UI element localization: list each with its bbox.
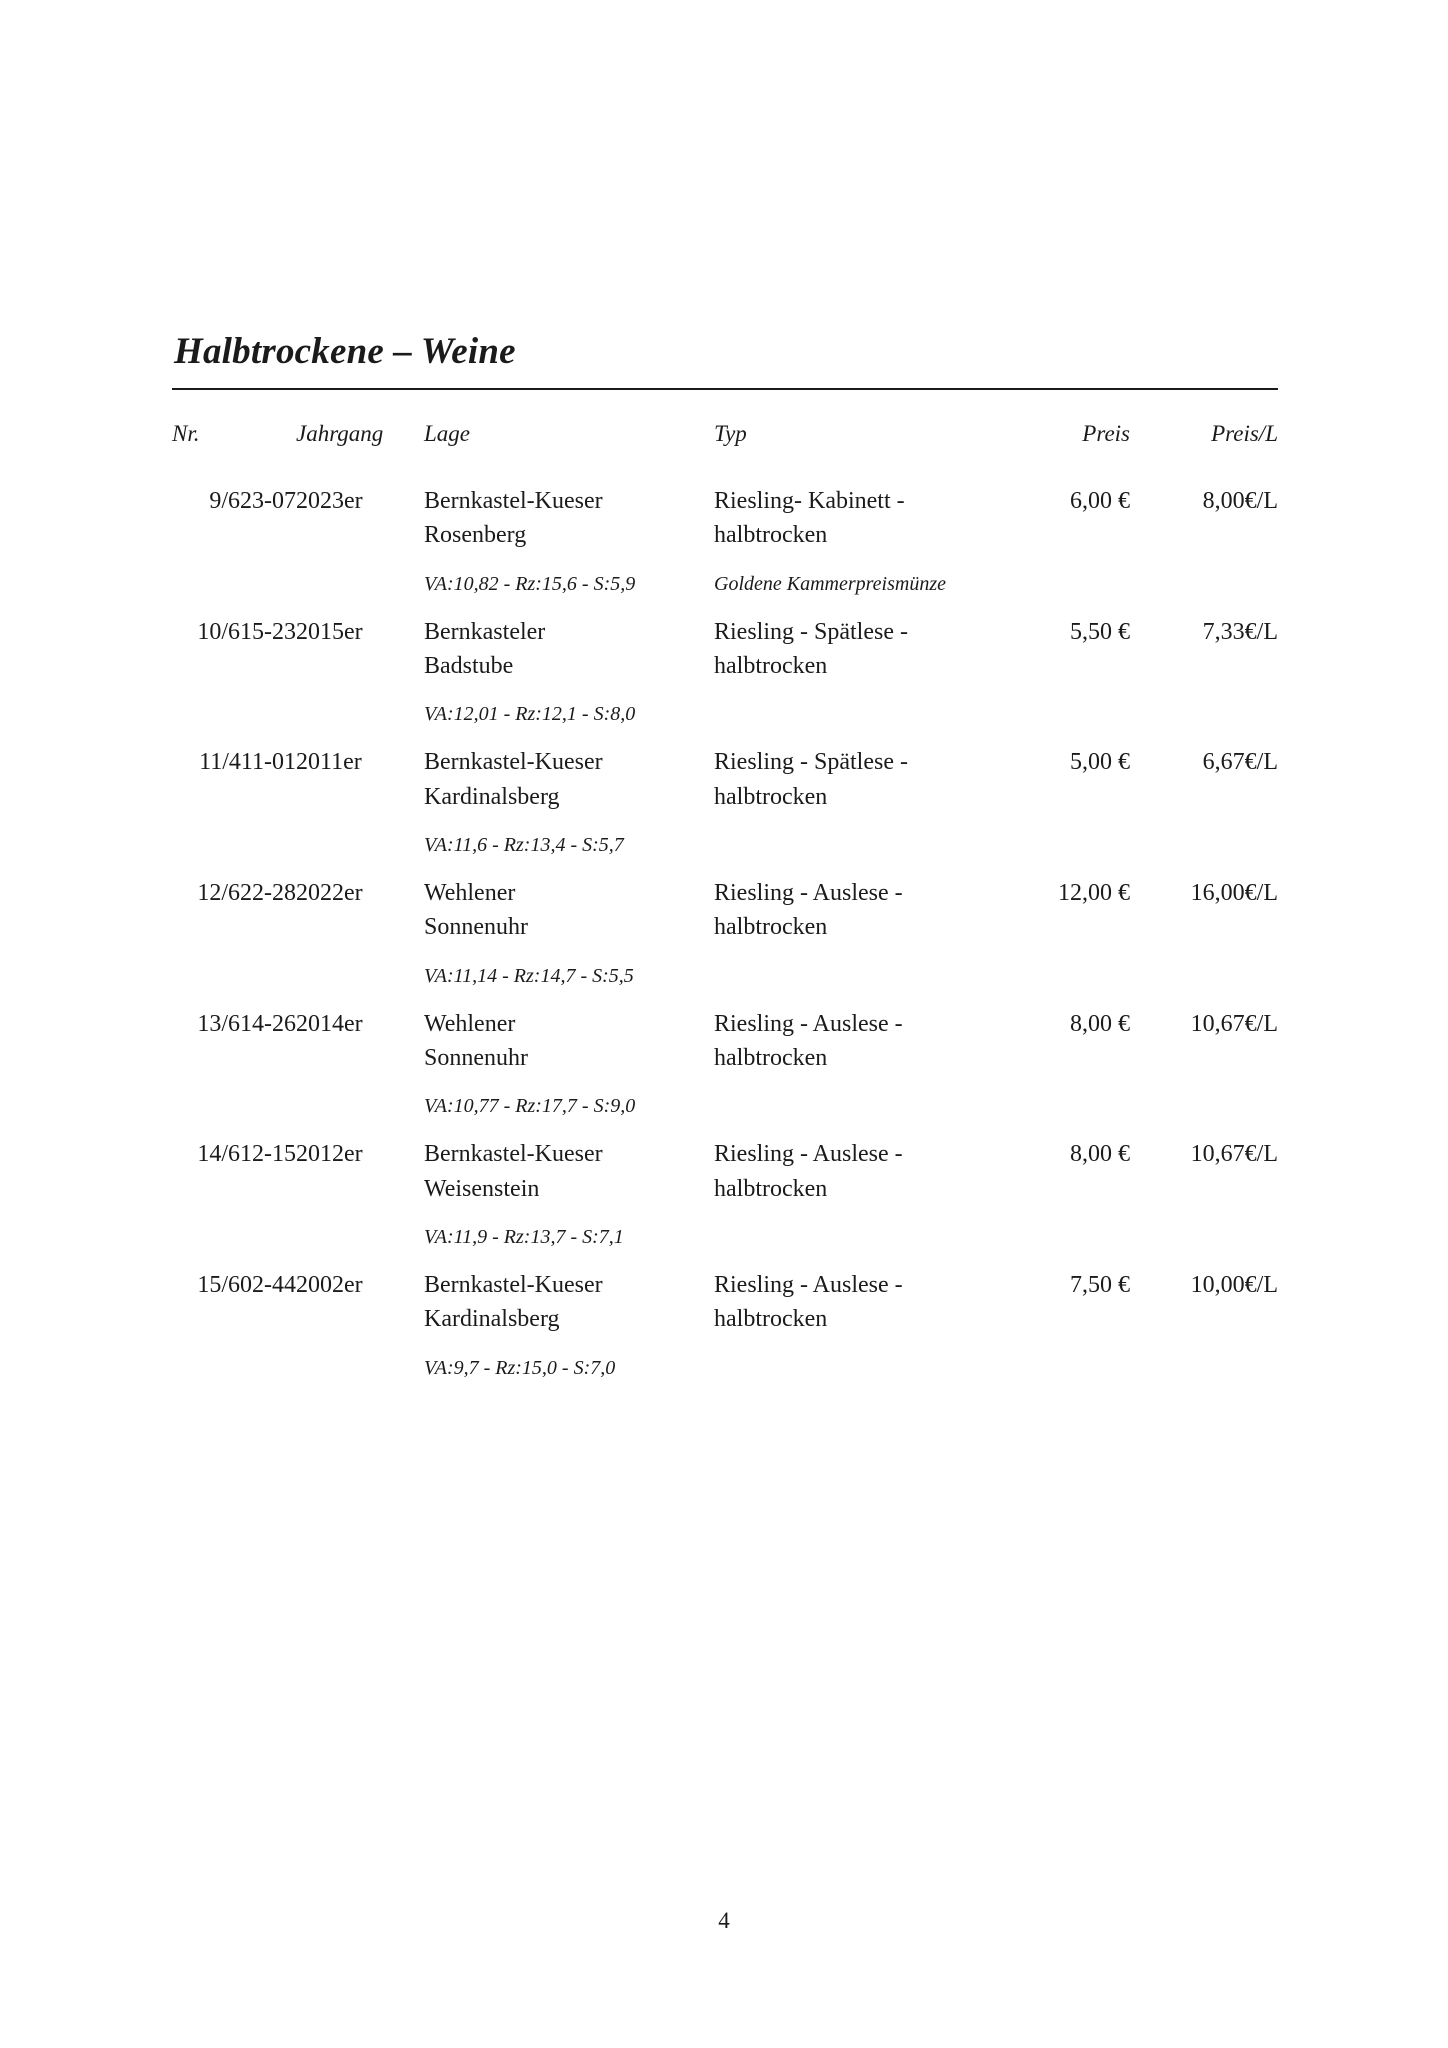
cell-typ xyxy=(714,863,982,942)
cell-analysis: VA:9,7 - Rz:15,0 - S:7,0 xyxy=(424,1356,616,1379)
cell-typ-line1: Riesling - Auslese - xyxy=(714,1010,903,1037)
cell-nr: 10/615-23 xyxy=(197,618,296,645)
page-title: Halbtrockene – Weine xyxy=(174,331,516,372)
cell-lage-line2: Badstube xyxy=(424,653,514,680)
table-row xyxy=(172,602,1278,681)
cell-lage-line2: Rosenberg xyxy=(424,522,527,549)
table-detail-row xyxy=(172,680,1278,732)
table-row xyxy=(172,1124,1278,1203)
cell-preis: 12,00 € xyxy=(1058,880,1130,907)
cell-nr: 15/602-44 xyxy=(197,1271,296,1298)
cell-analysis: VA:11,6 - Rz:13,4 - S:5,7 xyxy=(424,834,624,857)
cell-preis-per-liter: 16,00€/L xyxy=(1190,880,1278,907)
cell-typ-line1: Riesling - Auslese - xyxy=(714,1271,903,1298)
cell-typ xyxy=(714,994,982,1073)
cell-award xyxy=(714,1203,1278,1255)
cell-award xyxy=(714,1072,1278,1124)
cell-typ xyxy=(714,732,982,811)
cell-award xyxy=(714,680,1278,732)
cell-preis-per-liter: 10,67€/L xyxy=(1190,1010,1278,1037)
cell-analysis: VA:12,01 - Rz:12,1 - S:8,0 xyxy=(424,703,636,726)
cell-typ-line1: Riesling - Spätlese - xyxy=(714,618,908,645)
cell-typ xyxy=(714,1255,982,1334)
cell-lage xyxy=(424,732,714,811)
cell-lage xyxy=(424,602,714,681)
cell-jahrgang: 2002er xyxy=(296,1271,363,1298)
cell-typ xyxy=(714,1124,982,1203)
cell-typ-line1: Riesling - Spätlese - xyxy=(714,749,908,776)
column-header-typ: Typ xyxy=(714,421,747,447)
table-row xyxy=(172,1255,1278,1334)
column-header-preis-per-liter: Preis/L xyxy=(1211,421,1278,447)
cell-typ-line2: halbtrocken xyxy=(714,1175,828,1202)
cell-lage xyxy=(424,863,714,942)
column-header-preis: Preis xyxy=(1082,421,1130,447)
table-detail-row xyxy=(172,1203,1278,1255)
cell-lage-line2: Kardinalsberg xyxy=(424,1306,560,1333)
cell-lage-line2: Sonnenuhr xyxy=(424,1044,528,1071)
cell-lage xyxy=(424,1255,714,1334)
cell-lage-line1: Wehlener xyxy=(424,1010,516,1037)
page-number: 4 xyxy=(718,1908,730,1933)
cell-lage-line2: Weisenstein xyxy=(424,1175,540,1202)
cell-award xyxy=(714,1334,1278,1386)
cell-lage-line2: Sonnenuhr xyxy=(424,914,528,941)
cell-typ-line1: Riesling - Auslese - xyxy=(714,1141,903,1168)
table-detail-row xyxy=(172,811,1278,863)
cell-preis: 8,00 € xyxy=(1070,1010,1130,1037)
cell-typ-line2: halbtrocken xyxy=(714,914,828,941)
cell-nr: 13/614-26 xyxy=(197,1010,296,1037)
cell-nr: 9/623-07 xyxy=(209,488,296,515)
table-header-row xyxy=(172,390,1278,471)
cell-nr: 11/411-01 xyxy=(199,749,296,776)
cell-lage-line1: Bernkastel-Kueser xyxy=(424,749,603,776)
table-detail-row xyxy=(172,1072,1278,1124)
cell-preis-per-liter: 10,67€/L xyxy=(1190,1141,1278,1168)
table-detail-row xyxy=(172,942,1278,994)
cell-nr: 14/612-15 xyxy=(197,1141,296,1168)
cell-lage-line1: Bernkastel-Kueser xyxy=(424,1271,603,1298)
cell-preis-per-liter: 7,33€/L xyxy=(1202,618,1278,645)
cell-lage-line1: Wehlener xyxy=(424,880,516,907)
cell-lage xyxy=(424,471,714,550)
cell-typ-line2: halbtrocken xyxy=(714,1306,828,1333)
cell-lage-line1: Bernkastel-Kueser xyxy=(424,488,603,515)
cell-jahrgang: 2012er xyxy=(296,1141,363,1168)
cell-typ-line2: halbtrocken xyxy=(714,783,828,810)
cell-jahrgang: 2022er xyxy=(296,880,363,907)
cell-nr: 12/622-28 xyxy=(197,880,296,907)
column-header-nr: Nr. xyxy=(172,421,200,447)
cell-preis: 5,50 € xyxy=(1070,618,1130,645)
column-header-jahrgang: Jahrgang xyxy=(296,421,384,447)
table-row xyxy=(172,863,1278,942)
cell-typ-line2: halbtrocken xyxy=(714,522,828,549)
cell-typ-line2: halbtrocken xyxy=(714,653,828,680)
cell-jahrgang: 2014er xyxy=(296,1010,363,1037)
wine-list-body xyxy=(172,471,1278,1385)
table-detail-row xyxy=(172,550,1278,602)
table-row xyxy=(172,471,1278,550)
cell-typ-line1: Riesling - Auslese - xyxy=(714,880,903,907)
cell-analysis: VA:11,14 - Rz:14,7 - S:5,5 xyxy=(424,964,634,987)
cell-typ xyxy=(714,602,982,681)
cell-preis: 5,00 € xyxy=(1070,749,1130,776)
cell-award: Goldene Kammerpreismünze xyxy=(714,572,947,595)
cell-lage xyxy=(424,994,714,1073)
table-row xyxy=(172,994,1278,1073)
cell-analysis: VA:11,9 - Rz:13,7 - S:7,1 xyxy=(424,1225,624,1248)
cell-preis-per-liter: 6,67€/L xyxy=(1202,749,1278,776)
cell-preis-per-liter: 10,00€/L xyxy=(1190,1271,1278,1298)
cell-lage-line1: Bernkastel-Kueser xyxy=(424,1141,603,1168)
cell-preis-per-liter: 8,00€/L xyxy=(1202,488,1278,515)
table-detail-row xyxy=(172,1334,1278,1386)
cell-typ-line1: Riesling- Kabinett - xyxy=(714,488,905,515)
cell-analysis: VA:10,77 - Rz:17,7 - S:9,0 xyxy=(424,1095,636,1118)
cell-jahrgang: 2011er xyxy=(296,749,362,776)
cell-preis: 8,00 € xyxy=(1070,1141,1130,1168)
cell-preis: 7,50 € xyxy=(1070,1271,1130,1298)
cell-award xyxy=(714,942,1278,994)
cell-lage xyxy=(424,1124,714,1203)
table-row xyxy=(172,732,1278,811)
cell-analysis: VA:10,82 - Rz:15,6 - S:5,9 xyxy=(424,572,636,595)
cell-typ-line2: halbtrocken xyxy=(714,1044,828,1071)
cell-preis: 6,00 € xyxy=(1070,488,1130,515)
cell-typ xyxy=(714,471,982,550)
cell-jahrgang: 2023er xyxy=(296,488,363,515)
cell-lage-line1: Bernkasteler xyxy=(424,618,546,645)
cell-jahrgang: 2015er xyxy=(296,618,363,645)
page-content xyxy=(172,330,1278,1386)
cell-lage-line2: Kardinalsberg xyxy=(424,783,560,810)
column-header-lage: Lage xyxy=(424,421,470,447)
wine-list-table xyxy=(172,390,1278,1385)
cell-award xyxy=(714,811,1278,863)
